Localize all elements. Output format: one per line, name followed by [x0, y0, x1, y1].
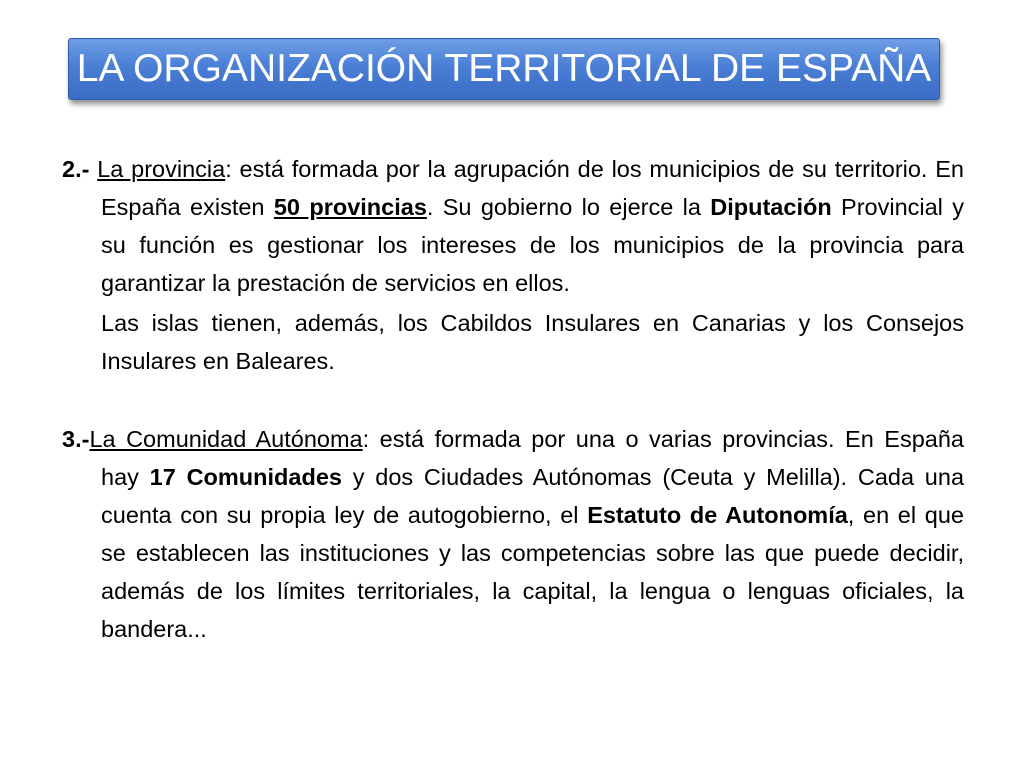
section-number: 3.- — [62, 426, 90, 452]
text-segment: Provincial y su función es gestionar los intereses de los municipios de la provincia para garantizar la prestación de servicios en ellos. — [101, 194, 964, 296]
section-number: 2.- — [62, 156, 90, 182]
text-segment: y dos Ciudades Autónomas (Ceuta y Melilla). Cada una cuenta con su propia ley de autogobierno, el — [101, 464, 965, 528]
bold-diputacion: Diputación — [710, 194, 832, 220]
text-segment: : está formada por una o varias provincias. En España hay — [101, 426, 964, 490]
title-banner — [68, 38, 940, 100]
term-comunidad: La Comunidad Autónoma — [89, 426, 363, 452]
section-comunidad — [62, 420, 964, 648]
text-segment: : está formada por la agrupación de los municipios de su territorio. En España existen — [101, 156, 964, 220]
bold-estatuto: Estatuto de Autonomía — [587, 502, 848, 528]
bold-50-provincias: 50 provincias — [273, 194, 427, 220]
text-segment: , en el que se establecen las instituciones y las competencias sobre las que puede decidir, además de los límites territoriales, la capital, la lengua o lenguas oficiales, la bandera... — [101, 502, 964, 642]
slide-body — [62, 150, 964, 648]
islands-paragraph: Las islas tienen, además, los Cabildos Insulares en Canarias y los Consejos Insulares en Baleares. — [101, 310, 964, 374]
page-title: LA ORGANIZACIÓN TERRITORIAL DE ESPAÑA — [76, 47, 932, 90]
term-provincia: La provincia — [97, 156, 226, 182]
section-provincia — [62, 150, 964, 302]
text-segment: . Su gobierno lo ejerce la — [426, 194, 711, 220]
bold-17-comunidades: 17 Comunidades — [149, 464, 342, 490]
